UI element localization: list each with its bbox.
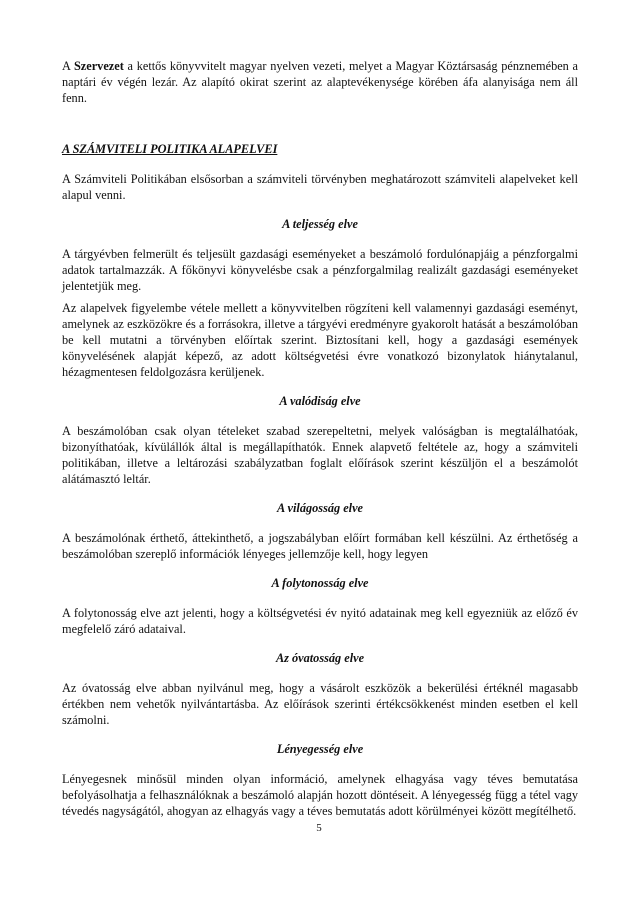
- principle-paragraph: A tárgyévben felmerült és teljesült gazdasági eseményeket a beszámoló fordulónapjáig a pénzforgalmi adatok tartalmazzák. A főkönyvi könyvelésbe csak a pénzforgalmilag realizált gazdasági eseményeket jelentetjük meg.: [62, 247, 578, 293]
- intro-org: Szervezet: [73, 59, 124, 73]
- principle-paragraph: Lényegesnek minősül minden olyan információ, amelynek elhagyása vagy téves bemutatása befolyásolhatja a felhasználóknak a beszámoló alapján hozott döntéseit. A lényegesség függ a tétel vagy tévedés nagyságától, ahogyan az elhagyás vagy a téves bemutatás adott körülményei között megítélhető.: [62, 772, 578, 818]
- section-intro: A Számviteli Politikában elsősorban a számviteli törvényben meghatározott számviteli alapelveket kell alapul venni.: [62, 172, 578, 202]
- principle-paragraph: Az alapelvek figyelembe vétele mellett a könyvvitelben rögzíteni kell valamennyi gazdasági eseményt, amelynek az eszközökre és a forrásokra, illetve a tárgyévi eredményre gyakorolt hatását a beszámolóban be kell mutatni a törvényben előírtak szerint. Biztosítani kell, hogy a gazdasági események könyvelésének alapját képező, az adott költségvetési évre vonatkozó bizonylatok hiánytalanul, hézagmentesen feldolgozásra kerüljenek.: [62, 301, 578, 379]
- principle-title: A teljesség elve: [282, 217, 358, 231]
- principle-title: A világosság elve: [276, 501, 364, 515]
- intro-paragraph: [62, 58, 578, 106]
- principle-title: A folytonosság elve: [271, 576, 369, 590]
- principle-title: A valódiság elve: [279, 394, 361, 408]
- principle-paragraph: Az óvatosság elve abban nyilvánul meg, hogy a vásárolt eszközök a bekerülési értéknél magasabb értékben nem vehetők nyilvántartásba. Az előírások szerinti értékcsökkenést minden esetben el kell számolni.: [62, 681, 578, 727]
- page-number: 5: [316, 822, 322, 834]
- principle-paragraph: A folytonosság elve azt jelenti, hogy a költségvetési év nyitó adatainak meg kell egyezniük az előző év megfelelő záró adataival.: [62, 606, 578, 636]
- intro-rest: a kettős könyvvitelt magyar nyelven vezeti, melyet a Magyar Köztársaság pénznemében a naptári év végén lezár. Az alapító okirat szerint az alaptevékenysége körében áfa alanyisága nem áll fenn.: [62, 59, 579, 105]
- principle-paragraph: A beszámolóban csak olyan tételeket szabad szerepeltetni, melyek valóságban is megtalálhatóak, bizonyíthatóak, kívülállók által is megállapíthatók. Ennek alapvető feltétele az, hogy a számviteli politikában, illetve a leltározási szabályzatban foglalt előírások szerint készüljön el a beszámolót alátámasztó leltár.: [62, 424, 578, 486]
- principle-title: Az óvatosság elve: [275, 651, 365, 665]
- section-title: A SZÁMVITELI POLITIKA ALAPELVEI: [62, 142, 278, 156]
- principle-title: Lényegesség elve: [276, 742, 364, 756]
- intro-lead: A: [62, 59, 71, 73]
- principle-paragraph: A beszámolónak érthető, áttekinthető, a jogszabályban előírt formában kell készülni. Az érthetőség a beszámolóban szereplő információk lényeges jellemzője kell, hogy legyen: [62, 531, 578, 561]
